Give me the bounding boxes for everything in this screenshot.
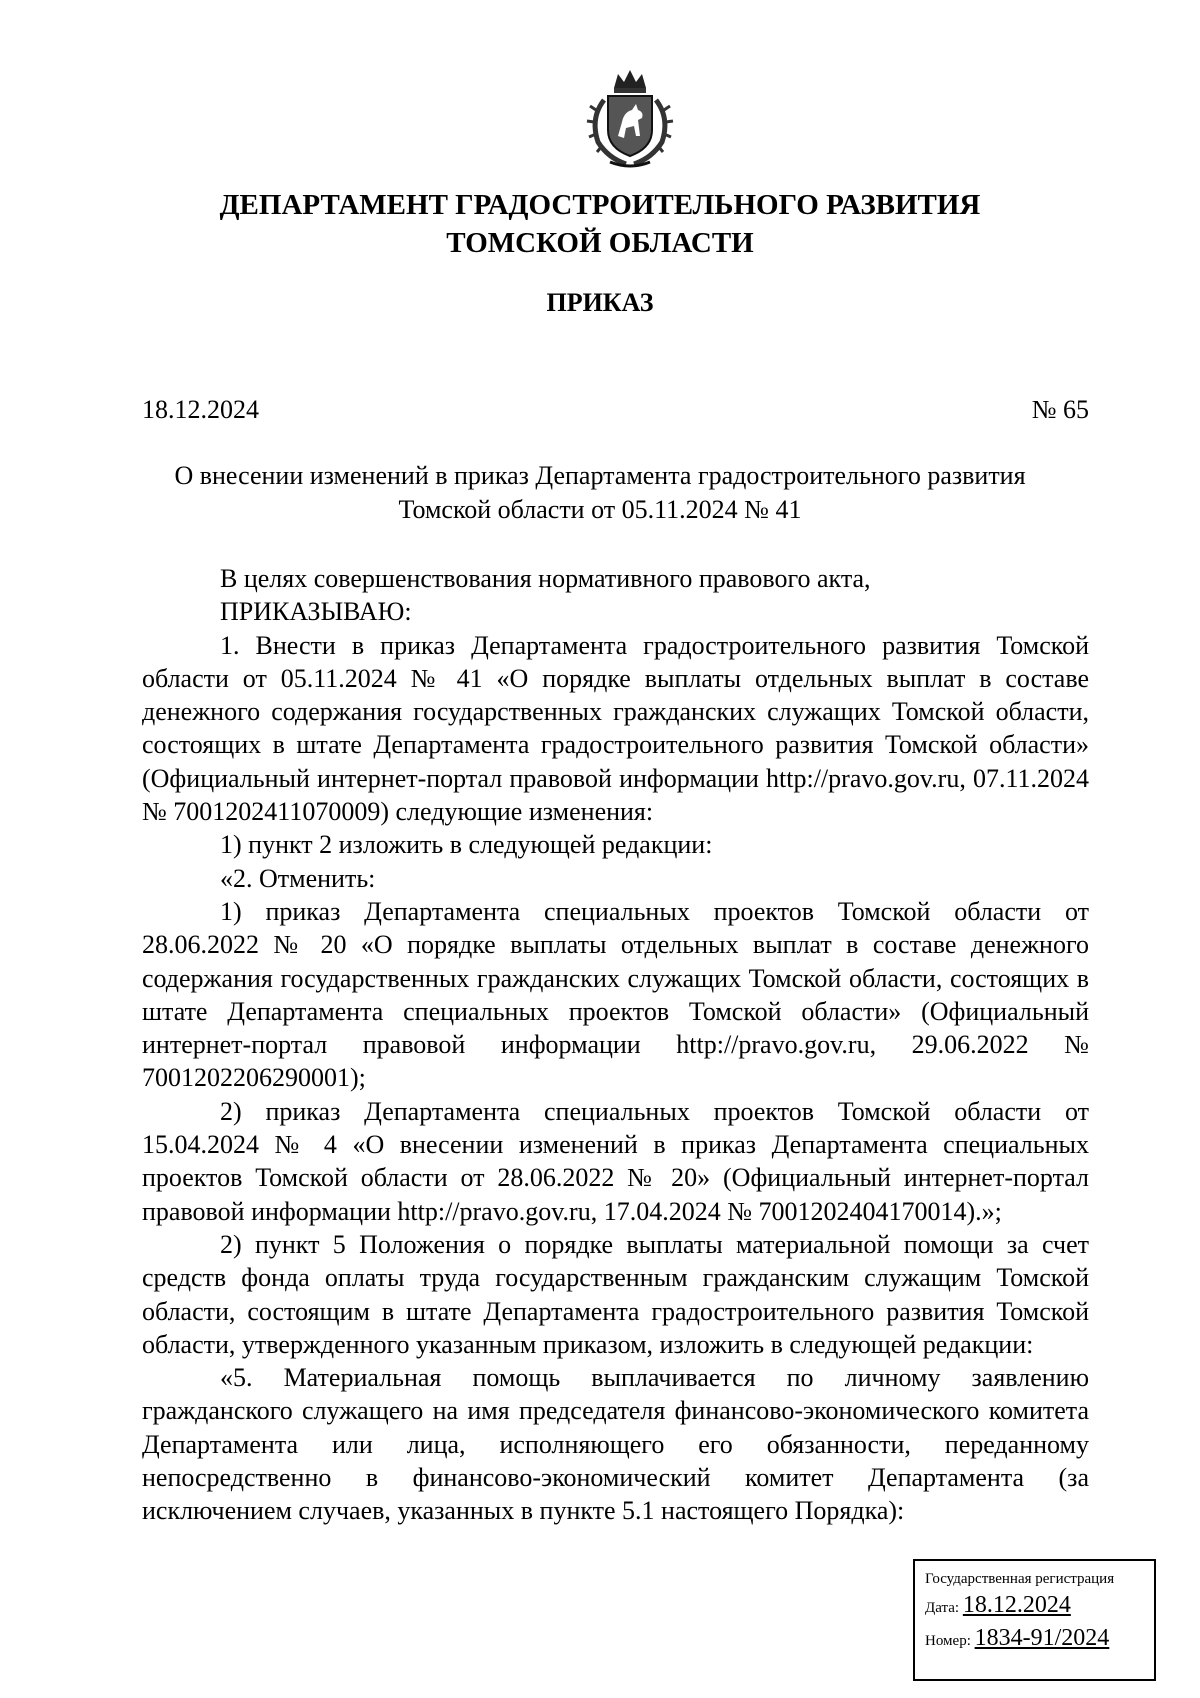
- registration-stamp: [913, 1559, 1156, 1681]
- coat-of-arms-emblem: [570, 66, 690, 172]
- body-paragraph: «5. Материальная помощь выплачивается по личному заявлению гражданского служащего на имя председателя финансово-экономического комитета Департамента или лица, исполняющего его обязанности, переданному непосредственно в финансово-экономический комитет Департамента (за исключением случаев, указанных в пункте 5.1 настоящего Порядка):: [142, 1363, 1089, 1526]
- order-number: № 65: [1031, 395, 1089, 424]
- body-paragraph: 1) приказ Департамента специальных проектов Томской области от 28.06.2022 № 20 «О порядке выплаты отдельных выплат в составе денежного содержания государственных гражданских служащих Томской области, состоящих в штате Департамента специальных проектов Томской области» (Официальный интернет-портал правовой информации http://pravo.gov.ru, 29.06.2022 № 7001202206290001);: [142, 896, 1089, 1093]
- department-name: ДЕПАРТАМЕНТ ГРАДОСТРОИТЕЛЬНОГО РАЗВИТИЯ ТОМСКОЙ ОБЛАСТИ: [219, 189, 981, 259]
- body-paragraph: «2. Отменить:: [220, 863, 376, 893]
- registration-number-value: 1834-91/2024: [974, 1625, 1110, 1651]
- registration-number-row: [925, 1623, 1146, 1656]
- order-date: 18.12.2024: [142, 395, 259, 424]
- order-subject: О внесении изменений в приказ Департамента градостроительного развития Томской области от 05.11.2024 № 41: [174, 461, 1026, 524]
- body-paragraph: 2) приказ Департамента специальных проектов Томской области от 15.04.2024 № 4 «О внесении изменений в приказ Департамента специальных проектов Томской области от 28.06.2022 № 20» (Официальный интернет-портал правовой информации http://pravo.gov.ru, 17.04.2024 № 7001202404170014).»;: [142, 1096, 1089, 1226]
- registration-date-row: [925, 1590, 1146, 1623]
- body-paragraph: 2) пункт 5 Положения о порядке выплаты материальной помощи за счет средств фонда оплаты труда государственным гражданским служащим Томской области, состоящим в штате Департамента градостроительного развития Томской области, утвержденного указанным приказом, изложить в следующей редакции:: [142, 1229, 1089, 1359]
- order-body: [142, 562, 1089, 1528]
- document-type: ПРИКАЗ: [546, 288, 654, 317]
- body-paragraph: ПРИКАЗЫВАЮ:: [220, 597, 412, 627]
- registration-date-label: Дата:: [925, 1600, 960, 1616]
- body-paragraph: 1) пункт 2 изложить в следующей редакции:: [220, 830, 713, 860]
- tomsk-emblem-icon: [570, 66, 690, 172]
- body-paragraph: В целях совершенствования нормативного правового акта,: [220, 564, 871, 593]
- registration-number-label: Номер:: [925, 1633, 971, 1649]
- registration-title: Государственная регистрация: [925, 1571, 1115, 1587]
- body-paragraph: 1. Внести в приказ Департамента градостроительного развития Томской области от 05.11.2024 № 41 «О порядке выплаты отдельных выплат в составе денежного содержания государственных гражданских служащих Томской области, состоящих в штате Департамента градостроительного развития Томской области» (Официальный интернет-портал правовой информации http://pravo.gov.ru, 07.11.2024 № 7001202411070009) следующие изменения:: [142, 630, 1089, 827]
- registration-date-value: 18.12.2024: [962, 1592, 1071, 1618]
